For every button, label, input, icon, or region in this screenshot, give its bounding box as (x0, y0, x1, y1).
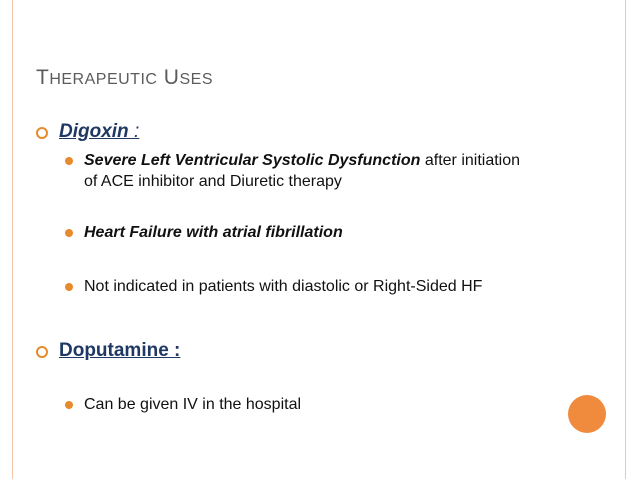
dot-bullet-icon (65, 229, 73, 237)
subitem-not-indicated (84, 276, 482, 297)
heading-digoxin-suffix: : (128, 121, 140, 142)
title-word-2: SES (179, 71, 213, 88)
subitem-iv-hospital (84, 394, 301, 415)
right-border-line (625, 0, 626, 479)
title-cap-1: T (36, 66, 50, 89)
title-word-1: HERAPEUTIC (49, 71, 158, 88)
ring-bullet-icon (36, 127, 48, 139)
subitem-plain-text-line2: of ACE inhibitor and Diuretic therapy (84, 173, 342, 190)
title-cap-2: U (163, 66, 180, 89)
dot-bullet-icon (65, 283, 73, 291)
dot-bullet-icon (65, 401, 73, 409)
slide-title (36, 66, 213, 90)
heading-digoxin (59, 121, 139, 143)
subitem-bold-text: Heart Failure with atrial fibrillation (84, 224, 343, 241)
heading-doputamine-label: Doputamine : (59, 340, 181, 361)
heading-digoxin-label: Digoxin (59, 121, 129, 142)
ring-bullet-icon (36, 346, 48, 358)
decorative-circle (568, 395, 606, 433)
subitem-bold-text: Severe Left Ventricular Systolic Dysfunction (84, 152, 421, 169)
subitem-heart-failure-af (84, 222, 343, 243)
left-border-line (12, 0, 13, 479)
subitem-severe-lv (84, 150, 520, 192)
subitem-plain-text: after initiation (420, 152, 521, 169)
heading-doputamine (59, 340, 180, 362)
subitem-plain-text: Not indicated in patients with diastolic or Right-Sided HF (84, 278, 483, 295)
dot-bullet-icon (65, 157, 73, 165)
subitem-plain-text: Can be given IV in the hospital (84, 396, 302, 413)
